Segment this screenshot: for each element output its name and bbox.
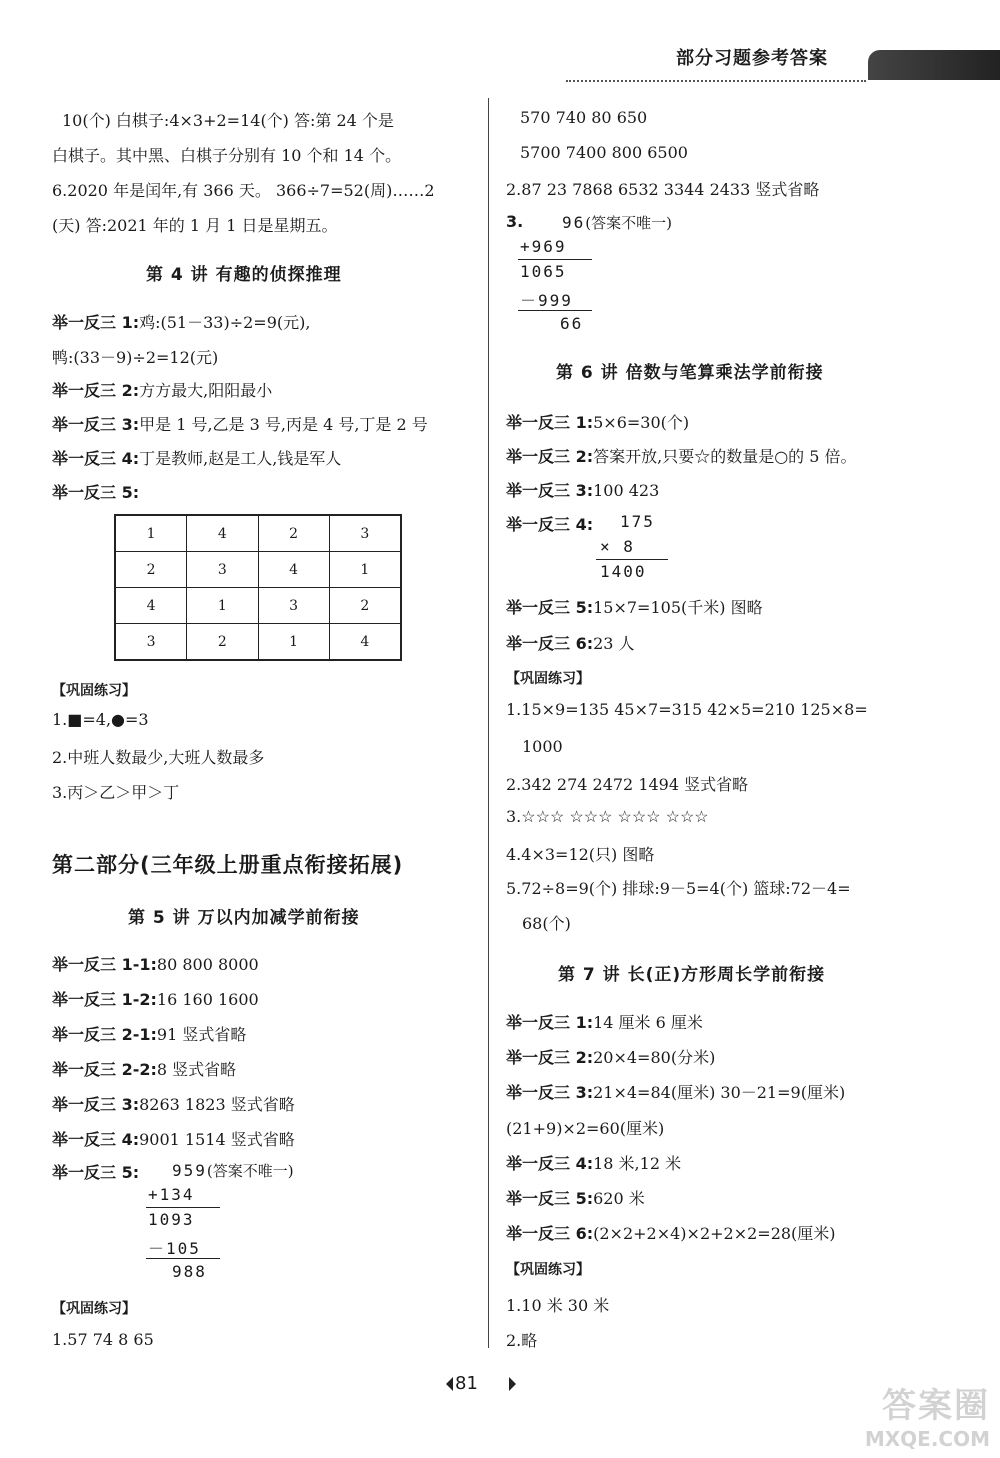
exercise-answer bbox=[52, 952, 259, 975]
exercise-text: 9001 1514 竖式省略 bbox=[139, 1130, 295, 1149]
answer-line: (天) 答:2021 年的 1 月 1 日是星期五。 bbox=[52, 216, 338, 235]
answer-line: (21+9)×2=60(厘米) bbox=[506, 1119, 665, 1138]
calc-rule bbox=[518, 310, 592, 311]
table-cell: 2 bbox=[329, 588, 401, 624]
table-cell: 3 bbox=[115, 624, 187, 661]
page-number: 81 bbox=[455, 1373, 478, 1394]
answer-line: 10(个) 白棋子:4×3+2=14(个) 答:第 24 个是 bbox=[62, 111, 394, 130]
table-cell: 1 bbox=[187, 588, 258, 624]
exercise-label: 举一反三 2-2: bbox=[52, 1060, 157, 1079]
exercise-label: 举一反三 3: bbox=[506, 1083, 594, 1102]
practice-answer: 1000 bbox=[522, 737, 563, 756]
exercise-label: 举一反三 2: bbox=[52, 381, 140, 400]
calc-rule bbox=[596, 559, 668, 560]
calc-rule bbox=[146, 1258, 220, 1259]
calc-line: × 8 bbox=[600, 537, 635, 556]
exercise-text: 16 160 1600 bbox=[156, 990, 259, 1009]
exercise-text: 18 米,12 米 bbox=[593, 1154, 682, 1173]
exercise-text: 鸡:(51－33)÷2=9(元), bbox=[139, 313, 311, 332]
calc-rule bbox=[146, 1207, 220, 1208]
exercise-label: 举一反三 2: bbox=[506, 1048, 594, 1067]
exercise-text: 20×4=80(分米) bbox=[593, 1048, 716, 1067]
exercise-label: 举一反三 5: bbox=[506, 1189, 594, 1208]
exercise-answer bbox=[52, 1092, 295, 1115]
exercise-label: 举一反三 3: bbox=[506, 481, 594, 500]
exercise-text: 答案开放,只要☆的数量是○的 5 倍。 bbox=[593, 447, 857, 466]
exercise-label: 举一反三 1: bbox=[506, 413, 594, 432]
exercise-answer bbox=[506, 410, 689, 433]
calc-line: 1065 bbox=[520, 262, 567, 281]
exercise-text: 甲是 1 号,乙是 3 号,丙是 4 号,丁是 2 号 bbox=[139, 415, 428, 434]
answer-line: 2.87 23 7868 6532 3344 2433 竖式省略 bbox=[506, 180, 820, 199]
exercise-label: 举一反三 2: bbox=[506, 447, 594, 466]
practice-answer: 1.10 米 30 米 bbox=[506, 1296, 610, 1315]
exercise-text: 丁是教师,赵是工人,钱是军人 bbox=[139, 449, 342, 468]
practice-heading: 【巩固练习】 bbox=[506, 1262, 590, 1278]
exercise-answer bbox=[506, 1151, 681, 1174]
calc-line: +969 bbox=[520, 237, 567, 256]
exercise-answer bbox=[52, 1127, 295, 1150]
exercise-label: 举一反三 6: bbox=[506, 1224, 594, 1243]
table-row bbox=[115, 552, 401, 588]
calc-rule bbox=[518, 259, 592, 260]
table-cell: 3 bbox=[187, 552, 258, 588]
calc-line: －105 bbox=[148, 1239, 201, 1258]
table-cell: 3 bbox=[329, 515, 401, 552]
exercise-answer bbox=[506, 444, 857, 467]
exercise-text: 14 厘米 6 厘米 bbox=[593, 1013, 703, 1032]
table-row bbox=[115, 624, 401, 661]
practice-answer: 4.4×3=12(只) 图略 bbox=[506, 845, 655, 864]
table-cell: 4 bbox=[258, 552, 329, 588]
exercise-text: 91 竖式省略 bbox=[156, 1025, 247, 1044]
answer-line: 570 740 80 650 bbox=[520, 108, 648, 127]
table-cell: 2 bbox=[187, 624, 258, 661]
exercise-answer bbox=[52, 480, 139, 503]
calc-note: (答案不唯一) bbox=[585, 214, 672, 232]
calc-line: 175 bbox=[620, 512, 655, 531]
exercise-answer bbox=[506, 631, 635, 654]
table-cell: 4 bbox=[329, 624, 401, 661]
prev-page-arrow-icon bbox=[446, 1377, 453, 1391]
exercise-label: 举一反三 2-1: bbox=[52, 1025, 157, 1044]
column-divider bbox=[488, 98, 489, 1348]
exercise-answer bbox=[506, 1186, 645, 1209]
exercise-answer bbox=[506, 1045, 715, 1068]
practice-heading: 【巩固练习】 bbox=[506, 671, 590, 687]
exercise-label: 举一反三 1: bbox=[506, 1013, 594, 1032]
exercise-number: 3. bbox=[506, 212, 524, 231]
exercise-label: 举一反三 4: bbox=[52, 449, 140, 468]
next-page-arrow-icon bbox=[509, 1377, 516, 1391]
practice-answer: 2.342 274 2472 1494 竖式省略 bbox=[506, 775, 749, 794]
exercise-answer bbox=[52, 412, 428, 435]
practice-answer: 2.略 bbox=[506, 1331, 538, 1350]
practice-answer: 1.15×9=135 45×7=315 42×5=210 125×8= bbox=[506, 700, 868, 719]
lecture-7-title: 第 7 讲 长(正)方形周长学前衔接 bbox=[558, 965, 826, 985]
exercise-label: 举一反三 4: bbox=[506, 515, 594, 534]
table-cell: 1 bbox=[115, 515, 187, 552]
exercise-text: 21×4=84(厘米) 30－21=9(厘米) bbox=[593, 1083, 846, 1102]
answer-line: 鸭:(33－9)÷2=12(元) bbox=[52, 348, 219, 367]
practice-answer: 1.57 74 8 65 bbox=[52, 1330, 154, 1349]
exercise-answer bbox=[506, 1221, 836, 1244]
practice-answer: 2.中班人数最少,大班人数最多 bbox=[52, 748, 265, 767]
exercise-answer bbox=[506, 1010, 703, 1033]
exercise-label: 举一反三 3: bbox=[52, 1095, 140, 1114]
exercise-label: 举一反三 5: bbox=[506, 598, 594, 617]
exercise-label: 举一反三 4: bbox=[506, 1154, 594, 1173]
exercise-text: 8 竖式省略 bbox=[156, 1060, 237, 1079]
exercise-text: 8263 1823 竖式省略 bbox=[139, 1095, 295, 1114]
exercise-label: 举一反三 5: bbox=[52, 1163, 140, 1182]
exercise-text: 15×7=105(千米) 图略 bbox=[593, 598, 763, 617]
exercise-answer bbox=[52, 1057, 236, 1080]
table-cell: 2 bbox=[115, 552, 187, 588]
exercise-label: 举一反三 6: bbox=[506, 634, 594, 653]
answer-grid-table bbox=[114, 514, 402, 661]
table-cell: 3 bbox=[258, 588, 329, 624]
exercise-answer bbox=[506, 595, 763, 618]
header-dotted-rule bbox=[566, 80, 866, 82]
lecture-4-title: 第 4 讲 有趣的侦探推理 bbox=[146, 265, 342, 285]
calc-line: 66 bbox=[560, 314, 584, 333]
table-row bbox=[115, 588, 401, 624]
exercise-text: 5×6=30(个) bbox=[593, 413, 690, 432]
table-cell: 2 bbox=[258, 515, 329, 552]
exercise-text: (2×2+2×4)×2+2×2=28(厘米) bbox=[593, 1224, 836, 1243]
calc-line: 959(答案不唯一) bbox=[172, 1161, 294, 1180]
exercise-answer bbox=[52, 987, 259, 1010]
exercise-text: 620 米 bbox=[593, 1189, 645, 1208]
page-header-title: 部分习题参考答案 bbox=[676, 48, 828, 69]
practice-heading: 【巩固练习】 bbox=[52, 1301, 136, 1317]
practice-answer: 3.☆☆☆ ☆☆☆ ☆☆☆ ☆☆☆ bbox=[506, 807, 709, 826]
practice-answer: 3.丙＞乙＞甲＞丁 bbox=[52, 783, 180, 802]
exercise-answer bbox=[52, 446, 341, 469]
exercise-label: 举一反三 3: bbox=[52, 415, 140, 434]
exercise-label: 举一反三 4: bbox=[52, 1130, 140, 1149]
watermark-logo: 答案圈 bbox=[882, 1386, 990, 1426]
exercise-text: 100 423 bbox=[593, 481, 660, 500]
calc-line: 1400 bbox=[600, 562, 647, 581]
table-cell: 4 bbox=[115, 588, 187, 624]
exercise-label: 举一反三 5: bbox=[52, 483, 140, 502]
calc-line: +134 bbox=[148, 1185, 195, 1204]
exercise-answer bbox=[52, 378, 272, 401]
answer-line: 5700 7400 800 6500 bbox=[520, 143, 688, 162]
exercise-text: 80 800 8000 bbox=[156, 955, 259, 974]
exercise-answer bbox=[52, 1022, 246, 1045]
answer-line: 白棋子。其中黑、白棋子分别有 10 个和 14 个。 bbox=[52, 146, 402, 165]
exercise-answer bbox=[506, 1080, 845, 1103]
answer-line: 6.2020 年是闰年,有 366 天。 366÷7=52(周)……2 bbox=[52, 181, 435, 200]
practice-answer: 1.■=4,●=3 bbox=[52, 710, 149, 729]
table-cell: 1 bbox=[258, 624, 329, 661]
table-cell: 4 bbox=[187, 515, 258, 552]
exercise-answer bbox=[52, 310, 310, 333]
exercise-answer bbox=[506, 512, 593, 535]
calc-note: (答案不唯一) bbox=[206, 1162, 294, 1180]
part-two-title: 第二部分(三年级上册重点衔接拓展) bbox=[52, 853, 404, 877]
table-cell: 1 bbox=[329, 552, 401, 588]
calc-line: －999 bbox=[520, 291, 573, 310]
watermark-url: MXQE.COM bbox=[864, 1427, 990, 1451]
exercise-answer bbox=[52, 1160, 139, 1183]
practice-answer: 68(个) bbox=[522, 914, 571, 933]
calc-line: 988 bbox=[172, 1262, 207, 1281]
calc-line: 1093 bbox=[148, 1210, 195, 1229]
exercise-label: 举一反三 1: bbox=[52, 313, 140, 332]
table-row bbox=[115, 515, 401, 552]
header-decoration-bar bbox=[868, 50, 1000, 80]
watermark bbox=[820, 1378, 990, 1452]
practice-answer: 5.72÷8=9(个) 排球:9－5=4(个) 篮球:72－4= bbox=[506, 879, 851, 898]
lecture-5-title: 第 5 讲 万以内加减学前衔接 bbox=[128, 908, 360, 928]
exercise-label: 举一反三 1-2: bbox=[52, 990, 157, 1009]
calc-line: 96(答案不唯一) bbox=[562, 213, 672, 232]
exercise-text: 方方最大,阳阳最小 bbox=[139, 381, 273, 400]
exercise-label: 举一反三 1-1: bbox=[52, 955, 157, 974]
exercise-text: 23 人 bbox=[593, 634, 635, 653]
exercise-answer bbox=[506, 478, 659, 501]
lecture-6-title: 第 6 讲 倍数与笔算乘法学前衔接 bbox=[556, 363, 824, 383]
practice-heading: 【巩固练习】 bbox=[52, 683, 136, 699]
